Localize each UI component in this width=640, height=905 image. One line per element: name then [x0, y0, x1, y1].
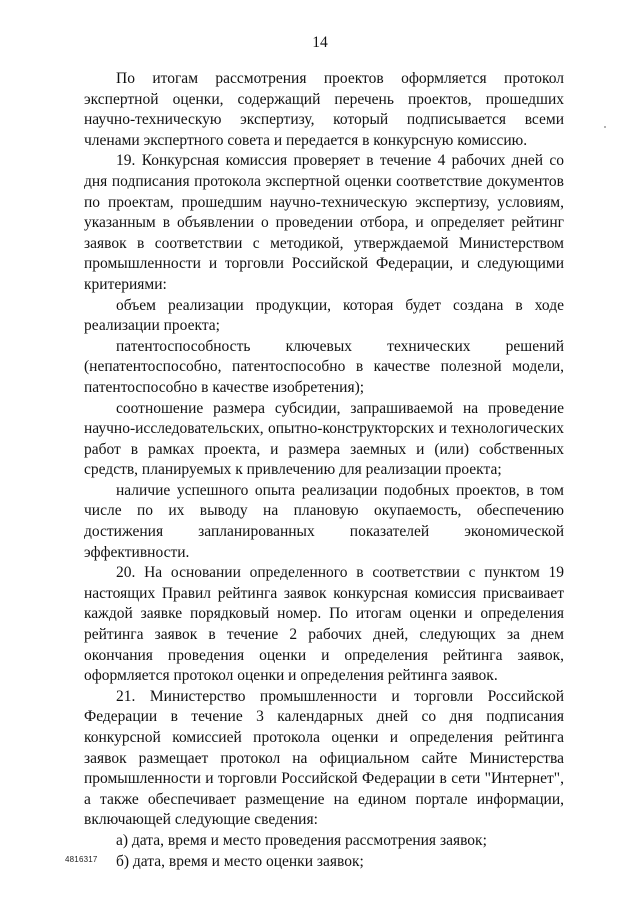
paragraph-clause-19: 19. Конкурсная комиссия проверяет в течение 4 рабочих дней со дня подписания протокола экспертной оценки соответствие документов по проектам, прошедшим научно-техническую экспертизу, условиям, указанным в объявлении о проведении отбора, и определяет рейтинг заявок в соответствии с методикой, утверждаемой Министерством промышленности и торговли Российской Федерации, и следующими критериями:	[84, 152, 564, 293]
paragraph-clause-21: 21. Министерство промышленности и торговли Российской Федерации в течение 3 календарных дней со дня подписания конкурсной комиссией протокола оценки и определения рейтинга заявок размещает протокол на официальном сайте Министерства промышленности и торговли Российской Федерации в сети "Интернет", а также обеспечивает размещение на едином портале информации, включающей следующие сведения:	[84, 687, 564, 829]
list-item-b: б) дата, время и место оценки заявок;	[116, 852, 364, 870]
page-number: 14	[312, 34, 328, 51]
scan-speck	[604, 126, 606, 128]
paragraph-expert-protocol: По итогам рассмотрения проектов оформляется протокол экспертной оценки, содержащий перечень проектов, прошедших научно-техническую экспертизу, который подписывается всеми членами экспертного совета и передается в конкурсную комиссию.	[84, 70, 564, 149]
document-footer-code: 4816317	[65, 855, 98, 864]
paragraph-clause-20: 20. На основании определенного в соответствии с пунктом 19 настоящих Правил рейтинга заявок конкурсная комиссия присваивает каждой заявке порядковый номер. По итогам оценки и определения рейтинга заявок в течение 2 рабочих дней, следующих за днем окончания проведения оценки и определения рейтинга заявок, оформляется протокол оценки и определения рейтинга заявок.	[84, 564, 564, 685]
list-item-a: а) дата, время и место проведения рассмотрения заявок;	[116, 831, 487, 849]
document-body	[84, 69, 564, 872]
criterion-sales-volume: объем реализации продукции, которая будет создана в ходе реализации проекта;	[84, 296, 564, 335]
criterion-subsidy-ratio: соотношение размера субсидии, запрашиваемой на проведение научно-исследовательских, опытно-конструкторских и технологических работ в рамках проекта, и размера заемных и (или) собственных средств, планируемых к привлечению для реализации проекта;	[84, 399, 564, 479]
criterion-experience: наличие успешного опыта реализации подобных проектов, в том числе по их выводу на плановую окупаемость, обеспечению достижения запланированных показателей экономической эффективности.	[84, 481, 564, 561]
criterion-patentability: патентоспособность ключевых технических решений (непатентоспособно, патентоспособно в качестве полезной модели, патентоспособно в качестве изобретения);	[84, 337, 564, 396]
